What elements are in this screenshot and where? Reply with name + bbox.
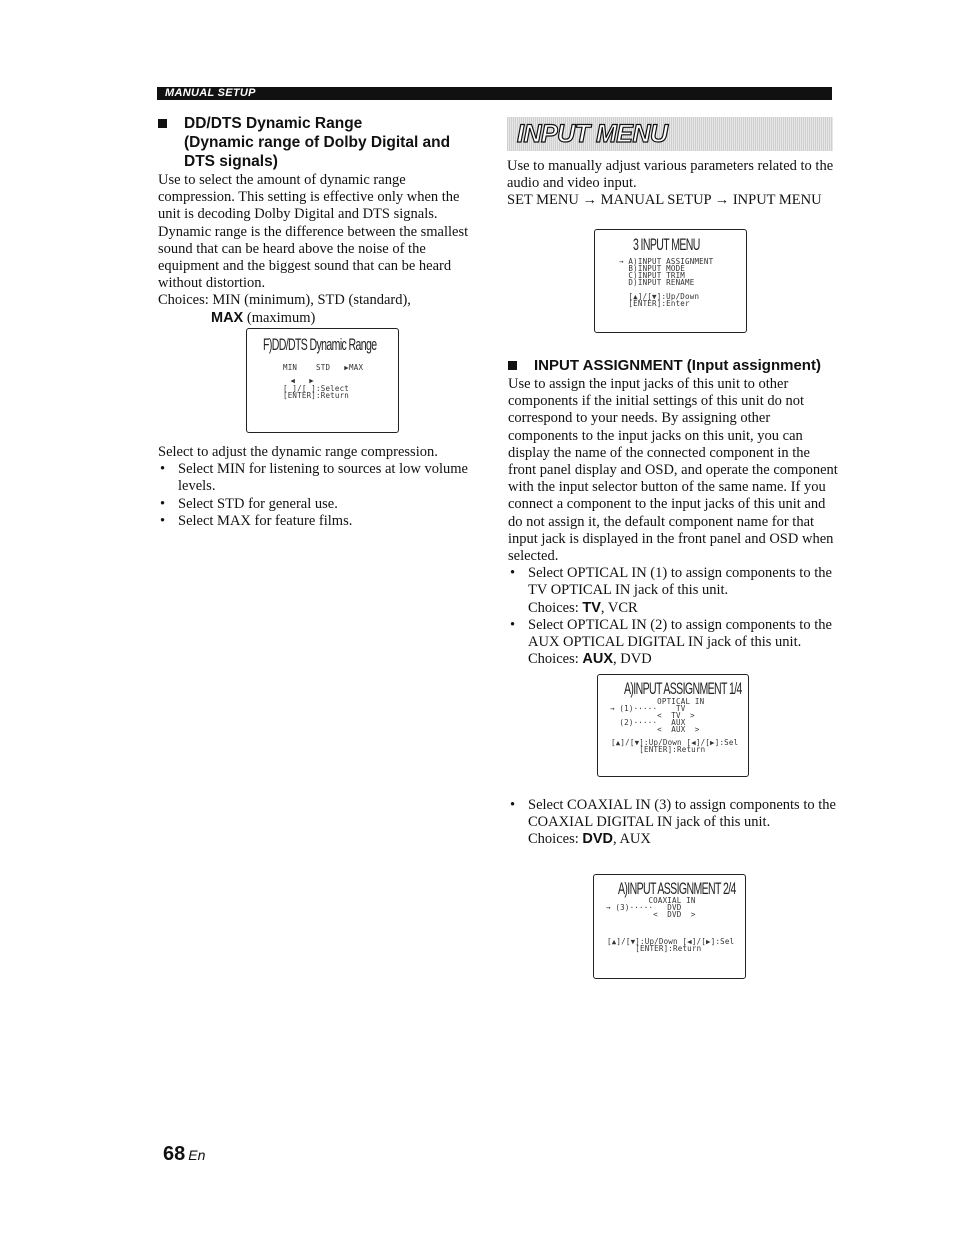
osd-line: (2)····· AUX [610, 718, 686, 727]
input-menu-banner [507, 117, 833, 151]
bullet-text: Select OPTICAL IN (2) to assign components to the AUX OPTICAL DIGITAL IN jack of this unit. [528, 616, 832, 651]
left-column [158, 114, 478, 327]
osd-title: A)INPUT ASSIGNMENT 1/4 [624, 679, 742, 698]
osd-line: [▲]/[▼]:Up/Down [619, 292, 700, 301]
choice-rest: , AUX [613, 831, 651, 848]
list-item [508, 617, 838, 669]
osd-input-menu [594, 229, 747, 333]
heading-line: INPUT ASSIGNMENT (Input assignment) [534, 357, 821, 374]
dynamic-range-intro: Use to select the amount of dynamic range compression. This setting is effective only when the unit is decoding Dolby Digital and DTS signals. Dynamic range is the difference between the smallest sound that can be heard above the noise of the equipment and the biggest sound that can be heard without distortion. [158, 172, 469, 292]
osd-line: MIN STD ▶MAX [283, 363, 364, 372]
page-number-value: 68 [163, 1143, 186, 1165]
choices-prefix: Choices: [528, 599, 583, 616]
osd-line: < DVD > [606, 910, 696, 919]
osd-line: [ ]/[ ]:Select [283, 384, 350, 393]
section-label: MANUAL SETUP [165, 87, 256, 99]
input-menu-intro-block [507, 158, 837, 210]
osd-line: < TV > [610, 711, 695, 720]
section-header-bar [157, 87, 832, 100]
choice-rest: , VCR [600, 599, 638, 616]
choice-max-desc: (maximum) [243, 309, 316, 326]
osd-line: C)INPUT TRIM [619, 271, 686, 280]
osd-line: → A)INPUT ASSIGNMENT [619, 257, 714, 266]
choices-prefix: Choices: [528, 651, 583, 668]
dynamic-range-after: Select to adjust the dynamic range compression. [158, 444, 438, 460]
heading-line-1: DD/DTS Dynamic Range [184, 115, 363, 132]
page-number [163, 1143, 205, 1166]
osd-title: A)INPUT ASSIGNMENT 2/4 [618, 879, 736, 898]
input-assignment-body: Use to assign the input jacks of this unit to other components if the initial settings of this unit do not correspond to your needs. By assigning other components to the input jacks on this unit, you can display the name of the connected component in the front panel display and OSD, and operate the component with the input selector button of the same name. If you connect a component to the input jacks of this unit and do not assign it, the default component name for that input jack is displayed in the front panel and OSD when selected. [508, 376, 838, 565]
bullet-text: Select COAXIAL IN (3) to assign components to the COAXIAL DIGITAL IN jack of this unit. [528, 797, 836, 831]
osd-dynamic-range [246, 328, 399, 433]
osd-input-assignment-2 [593, 874, 746, 979]
input-assignment-heading [508, 356, 838, 375]
coaxial-bullets [508, 797, 838, 849]
banner-title: INPUT MENU [517, 120, 668, 148]
choice-default: AUX [582, 651, 613, 668]
osd-line: OPTICAL IN [610, 697, 705, 706]
osd-title: 3 INPUT MENU [633, 235, 700, 254]
menu-path: SET MENU → MANUAL SETUP → INPUT MENU [507, 192, 822, 209]
osd-input-assignment-1 [597, 674, 749, 777]
osd-line: ◀ ▶ [281, 376, 315, 385]
choices-max-line [158, 310, 478, 327]
osd-line: [▲]/[▼]:Up/Down [◀]/[▶]:Sel [607, 937, 735, 946]
osd-line: < AUX > [610, 725, 700, 734]
list-item: • Select MIN for listening to sources at low volume levels. [158, 461, 478, 495]
choice-default: DVD [582, 831, 613, 848]
choice-max: MAX [211, 309, 244, 326]
osd-line: [ENTER]:Return [283, 391, 350, 400]
list-item [508, 797, 838, 849]
input-assignment-bullets [508, 565, 838, 668]
choices-prefix: Choices: [528, 831, 583, 848]
input-assignment-section [508, 356, 838, 668]
osd-line: [▲]/[▼]:Up/Down [◀]/[▶]:Sel [611, 738, 739, 747]
left-after-block [158, 444, 478, 530]
input-menu-intro: Use to manually adjust various parameters related to the audio and video input. [507, 158, 834, 192]
heading-line-3: DTS signals) [184, 153, 278, 170]
heading-line-2: (Dynamic range of Dolby Digital and [184, 134, 451, 151]
osd-line: → (3)····· DVD [606, 903, 682, 912]
dynamic-range-bullets [158, 461, 478, 530]
list-item: • Select MAX for feature films. [158, 513, 478, 530]
osd-line: [ENTER]:Return [607, 944, 702, 953]
square-bullet-icon [508, 361, 517, 370]
choice-rest: , DVD [613, 651, 652, 668]
list-item [508, 565, 838, 617]
osd-line: D)INPUT RENAME [619, 278, 695, 287]
bullet-text: Select OPTICAL IN (1) to assign components to the TV OPTICAL IN jack of this unit. [528, 565, 832, 599]
choice-default: TV [582, 599, 601, 616]
choices-line: Choices: MIN (minimum), STD (standard), [158, 292, 411, 309]
dynamic-range-heading [158, 114, 478, 171]
osd-line: [ENTER]:Return [611, 745, 706, 754]
page-lang: En [188, 1147, 206, 1163]
coaxial-bullet-block [508, 797, 838, 849]
square-bullet-icon [158, 119, 167, 128]
osd-line: → (1)····· TV [610, 704, 686, 713]
list-item: • Select STD for general use. [158, 496, 478, 513]
osd-title: F)DD/DTS Dynamic Range [263, 335, 377, 354]
osd-line: COAXIAL IN [606, 896, 696, 905]
osd-line: [ENTER]:Enter [619, 299, 690, 308]
osd-line: B)INPUT MODE [619, 264, 686, 273]
